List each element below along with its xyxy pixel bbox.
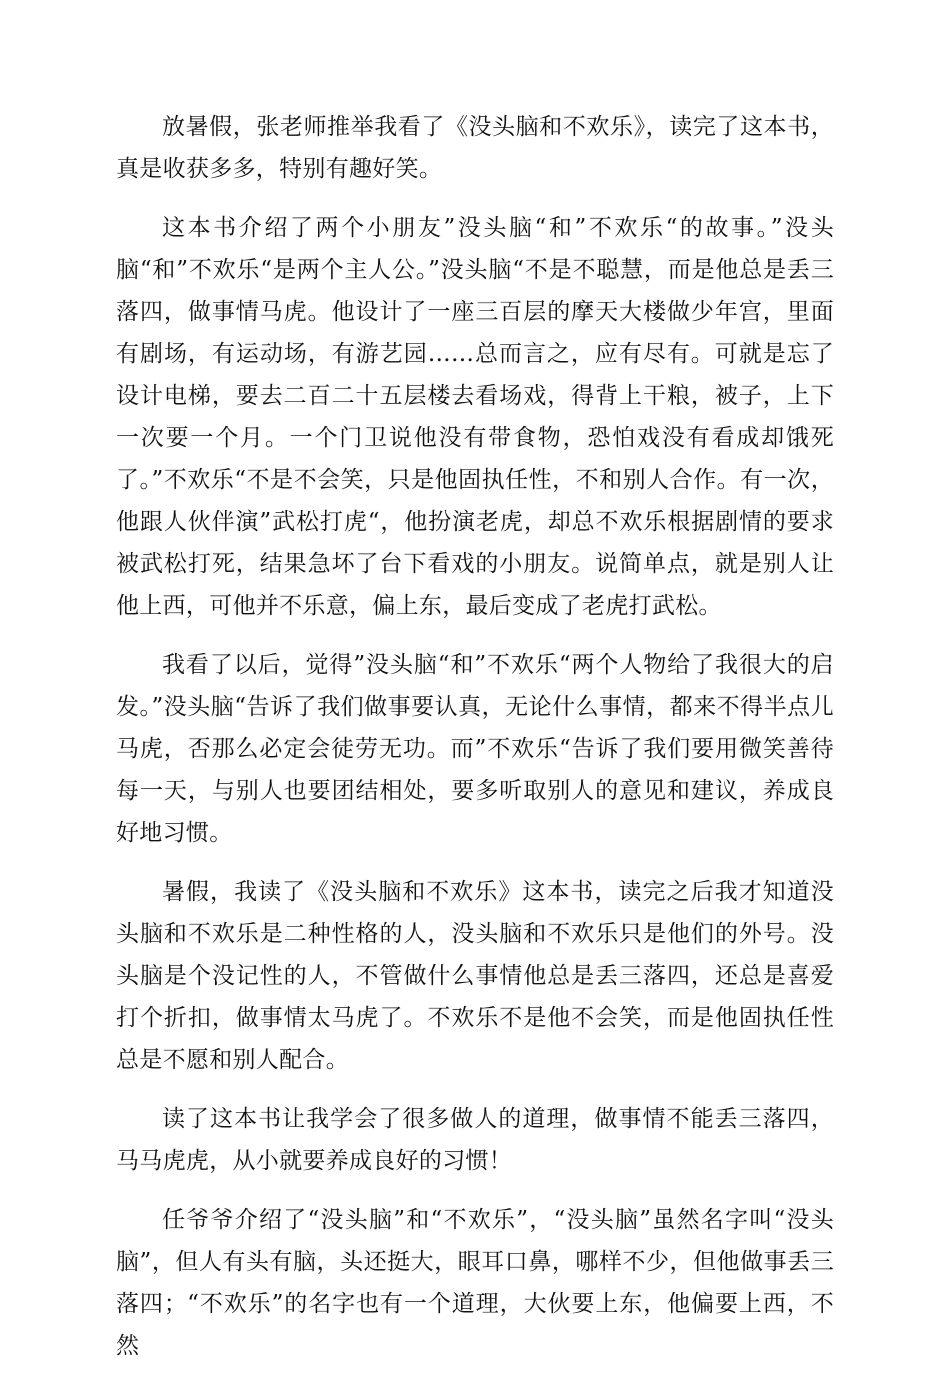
paragraph-characters: 任爷爷介绍了“没头脑”和“不欢乐”，“没头脑”虽然名字叫“没头脑”，但人有头有脑，头还挺大，眼耳口鼻，哪样不少，但他做事丢三落四；“不欢乐”的名字也有一个道理，大伙要上东，他偏要上西，不然 bbox=[116, 1207, 834, 1359]
paragraph-summer-reading: 暑假，我读了《没头脑和不欢乐》这本书，读完之后我才知道没头脑和不欢乐是二种性格的人，没头脑和不欢乐只是他们的外号。没头脑是个没记性的人，不管做什么事情他总是丢三落四，还总是喜爱打个折扣，做事情太马虎了。不欢乐不是他不会笑，而是他固执任性总是不愿和别人配合。 bbox=[116, 879, 834, 1073]
paragraph-reflection: 我看了以后，觉得”没头脑“和”不欢乐“两个人物给了我很大的启发。”没头脑“告诉了我们做事要认真，无论什么事情，都来不得半点儿马虎，否那么必定会徒劳无功。而”不欢乐“告诉了我们要用微笑善待每一天，与别人也要团结相处，要多听取别人的意见和建议，养成良好地习惯。 bbox=[116, 652, 834, 846]
paragraph-lesson: 读了这本书让我学会了很多做人的道理，做事情不能丢三落四，马马虎虎，从小就要养成良好的习惯！ bbox=[116, 1106, 834, 1174]
document-page bbox=[116, 106, 834, 1384]
paragraph-book-summary: 这本书介绍了两个小朋友”没头脑“和”不欢乐“的故事。”没头脑“和”不欢乐“是两个主人公。”没头脑“不是不聪慧，而是他总是丢三落四，做事情马虎。他设计了一座三百层的摩天大楼做少年宫，里面有剧场，有运动场，有游艺园……总而言之，应有尽有。可就是忘了设计电梯，要去二百二十五层楼去看场戏，得背上干粮，被子，上下一次要一个月。一个门卫说他没有带食物，恐怕戏没有看成却饿死了。”不欢乐“不是不会笑，只是他固执任性，不和别人合作。有一次，他跟人伙伴演”武松打虎“，他扮演老虎，却总不欢乐根据剧情的要求被武松打死，结果急坏了台下看戏的小朋友。说简单点，就是别人让他上西，可他并不乐意，偏上东，最后变成了老虎打武松。 bbox=[116, 215, 834, 619]
paragraph-intro: 放暑假，张老师推举我看了《没头脑和不欢乐》，读完了这本书，真是收获多多，特别有趣好笑。 bbox=[116, 114, 834, 182]
